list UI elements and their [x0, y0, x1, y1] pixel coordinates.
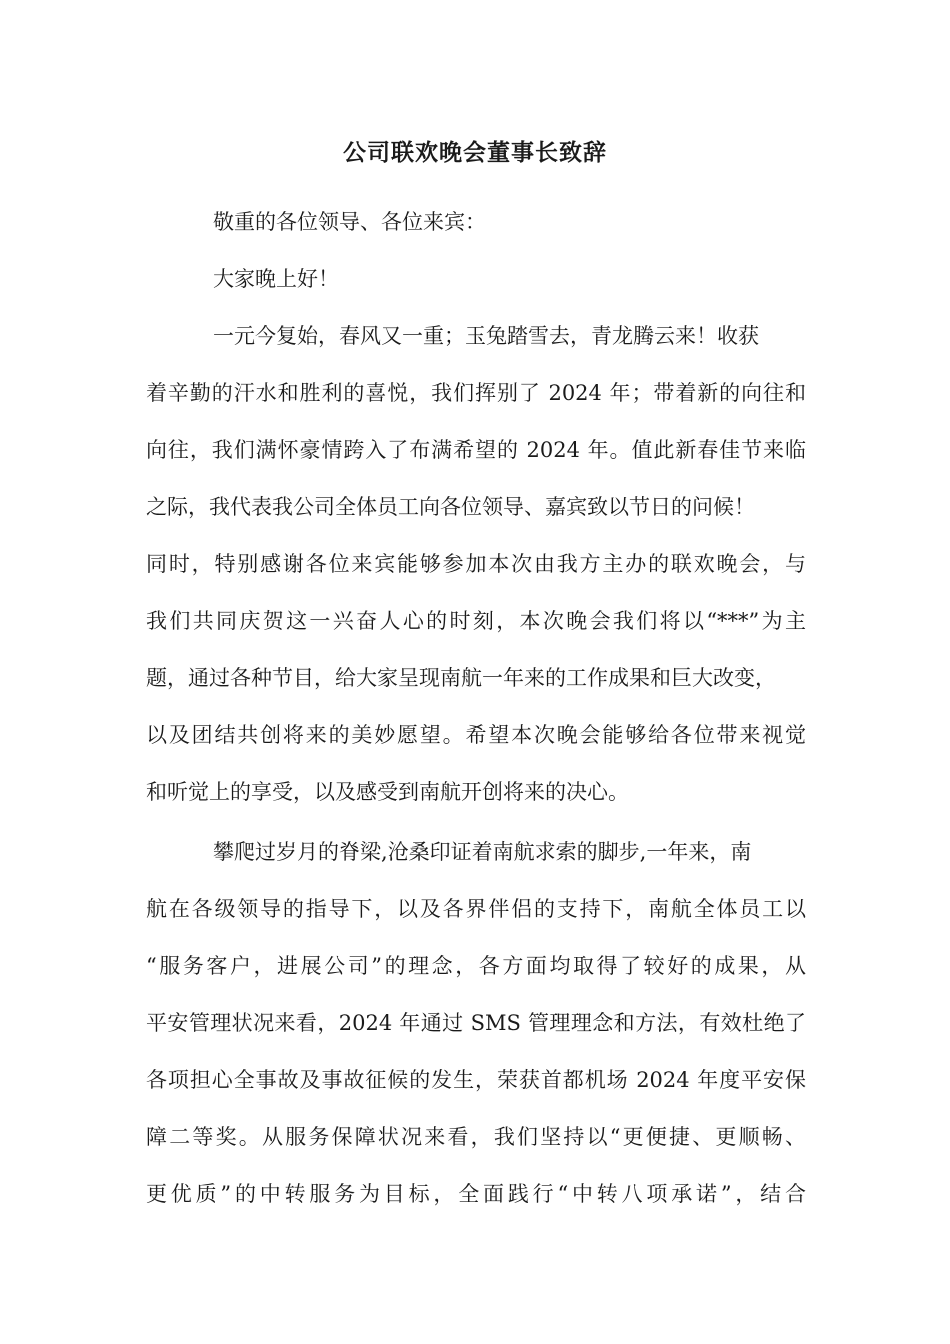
paragraph-line: 同时，特别感谢各位来宾能够参加本次由我方主办的联欢晚会，与: [146, 552, 806, 576]
paragraph-line: 和听觉上的享受，以及感受到南航开创将来的决心。: [146, 780, 629, 804]
paragraph-line: 攀爬过岁月的脊梁,沧桑印证着南航求索的脚步,一年来，南: [213, 840, 752, 864]
paragraph-line: 航在各级领导的指导下，以及各界伴侣的支持下，南航全体员工以: [146, 897, 806, 921]
paragraph-line: 一元今复始，春风又一重；玉兔踏雪去，青龙腾云来！收获: [213, 324, 759, 348]
paragraph-line: 以及团结共创将来的美妙愿望。希望本次晚会能够给各位带来视觉: [146, 723, 806, 747]
document-title: 公司联欢晚会董事长致辞: [343, 139, 607, 166]
salutation-line: 敬重的各位领导、各位来宾：: [213, 210, 486, 234]
paragraph-line: 题，通过各种节目，给大家呈现南航一年来的工作成果和巨大改变，: [146, 666, 776, 690]
paragraph-line: 障二等奖。从服务保障状况来看，我们坚持以“更便捷、更顺畅、: [146, 1125, 806, 1149]
paragraph-line: 之际，我代表我公司全体员工向各位领导、嘉宾致以节日的问候！: [146, 495, 755, 519]
paragraph-line: 更优质”的中转服务为目标，全面践行“中转八项承诺”，结合: [146, 1182, 806, 1206]
paragraph-line: 各项担心全事故及事故征候的发生，荣获首都机场 2024 年度平安保: [146, 1068, 806, 1092]
paragraph-line: “服务客户，进展公司”的理念，各方面均取得了较好的成果，从: [146, 954, 806, 978]
paragraph-line: 平安管理状况来看，2024 年通过 SMS 管理理念和方法，有效杜绝了: [146, 1011, 806, 1035]
paragraph-line: 我们共同庆贺这一兴奋人心的时刻，本次晚会我们将以“***”为主: [146, 609, 806, 633]
paragraph-line: 着辛勤的汗水和胜利的喜悦，我们挥别了 2024 年；带着新的向往和: [146, 381, 806, 405]
paragraph-line: 向往，我们满怀豪情跨入了布满希望的 2024 年。值此新春佳节来临: [146, 438, 806, 462]
greeting-line: 大家晚上好！: [213, 267, 339, 291]
